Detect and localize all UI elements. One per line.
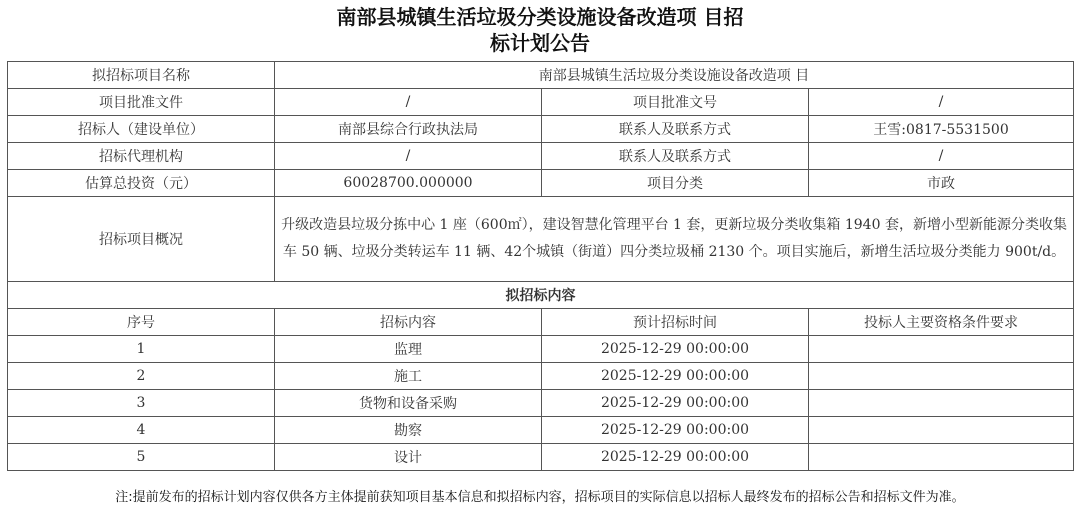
section-title-row bbox=[8, 282, 1074, 309]
row-seq: 4 bbox=[8, 417, 275, 444]
row-content: 监理 bbox=[275, 336, 542, 363]
row-time: 2025-12-29 00:00:00 bbox=[542, 417, 809, 444]
agency-label: 招标代理机构 bbox=[8, 143, 275, 170]
row-content: 货物和设备采购 bbox=[275, 390, 542, 417]
summary-row bbox=[8, 197, 1074, 282]
project-name-row bbox=[8, 62, 1074, 89]
row-seq: 1 bbox=[8, 336, 275, 363]
table-row bbox=[8, 444, 1074, 471]
row-requirements bbox=[809, 417, 1074, 444]
row-requirements bbox=[809, 444, 1074, 471]
row-time: 2025-12-29 00:00:00 bbox=[542, 363, 809, 390]
agency-value: / bbox=[275, 143, 542, 170]
agency-contact-value: / bbox=[809, 143, 1074, 170]
approval-no-label: 项目批准文号 bbox=[542, 89, 809, 116]
agency-row bbox=[8, 143, 1074, 170]
investment-label: 估算总投资（元） bbox=[8, 170, 275, 197]
row-requirements bbox=[809, 390, 1074, 417]
contact-label: 联系人及联系方式 bbox=[542, 116, 809, 143]
title-line-1: 南部县城镇生活垃圾分类设施设备改造项 目招 bbox=[336, 5, 744, 29]
agency-contact-label: 联系人及联系方式 bbox=[542, 143, 809, 170]
disclaimer-note: 注:提前发布的招标计划内容仅供各方主体提前获知项目基本信息和拟招标内容，招标项目的实际信息以招标人最终发布的招标公告和招标文件为准。 bbox=[115, 490, 965, 505]
row-seq: 5 bbox=[8, 444, 275, 471]
column-header-seq: 序号 bbox=[8, 309, 275, 336]
table-header-row bbox=[8, 309, 1074, 336]
row-time: 2025-12-29 00:00:00 bbox=[542, 336, 809, 363]
investment-value: 60028700.000000 bbox=[275, 170, 542, 197]
row-content: 设计 bbox=[275, 444, 542, 471]
project-name-value: 南部县城镇生活垃圾分类设施设备改造项 目 bbox=[275, 62, 1074, 89]
approval-no-value: / bbox=[809, 89, 1074, 116]
summary-label: 招标项目概况 bbox=[8, 197, 275, 282]
row-content: 施工 bbox=[275, 363, 542, 390]
row-time: 2025-12-29 00:00:00 bbox=[542, 444, 809, 471]
row-time: 2025-12-29 00:00:00 bbox=[542, 390, 809, 417]
investment-row bbox=[8, 170, 1074, 197]
summary-value: 升级改造县垃圾分拣中心 1 座（600㎡），建设智慧化管理平台 1 套，更新垃圾分类收集箱 1940 套，新增小型新能源分类收集车 50 辆、垃圾分类转运车 11 辆、42个城镇（街道）四分类垃圾桶 2130 个。项目实施后，新增生活垃圾分类能力 900t/d。 bbox=[275, 197, 1074, 282]
title-line-2: 标计划公告 bbox=[490, 31, 590, 55]
row-content: 勘察 bbox=[275, 417, 542, 444]
approval-row bbox=[8, 89, 1074, 116]
category-value: 市政 bbox=[809, 170, 1074, 197]
page-title bbox=[0, 4, 1080, 56]
approval-doc-value: / bbox=[275, 89, 542, 116]
column-header-content: 招标内容 bbox=[275, 309, 542, 336]
column-header-requirements: 投标人主要资格条件要求 bbox=[809, 309, 1074, 336]
tenderer-value: 南部县综合行政执法局 bbox=[275, 116, 542, 143]
row-seq: 2 bbox=[8, 363, 275, 390]
tenderer-label: 招标人（建设单位） bbox=[8, 116, 275, 143]
tenderer-row bbox=[8, 116, 1074, 143]
approval-doc-label: 项目批准文件 bbox=[8, 89, 275, 116]
column-header-time: 预计招标时间 bbox=[542, 309, 809, 336]
row-requirements bbox=[809, 363, 1074, 390]
contact-value: 王雪:0817-5531500 bbox=[809, 116, 1074, 143]
row-seq: 3 bbox=[8, 390, 275, 417]
table-row bbox=[8, 363, 1074, 390]
category-label: 项目分类 bbox=[542, 170, 809, 197]
section-title: 拟招标内容 bbox=[8, 282, 1074, 309]
tender-plan-table bbox=[7, 61, 1074, 471]
table-row bbox=[8, 390, 1074, 417]
project-name-label: 拟招标项目名称 bbox=[8, 62, 275, 89]
table-row bbox=[8, 417, 1074, 444]
row-requirements bbox=[809, 336, 1074, 363]
table-row bbox=[8, 336, 1074, 363]
